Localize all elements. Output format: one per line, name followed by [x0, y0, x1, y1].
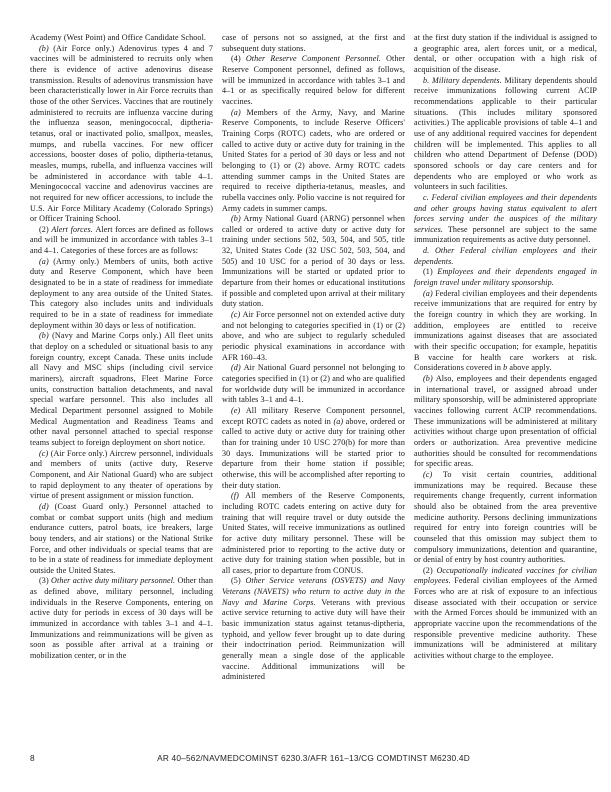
text-segment: (2) — [39, 224, 52, 234]
text-segment: (c) — [39, 448, 51, 458]
text-segment: Alert forces are defined as follows and will be immunized in accordance with tables 3–1 and 4–1. Categories of these forces are as follows: — [30, 224, 213, 256]
text-segment: (3) — [39, 576, 52, 586]
text-segment: Other Reserve Component personnel, defined as follows, will be immunized in accordance with tables 3–1 and 4–1 or as specifically required below for different vaccines. — [222, 54, 405, 106]
text-segment: Other Service veterans (OSVETS) and Navy Veterans (NAVETS) who return to active duty in the Navy and Marine Corps. — [222, 576, 405, 607]
text-segment: b. Military dependents. — [423, 75, 505, 85]
page-number: 8 — [30, 753, 35, 763]
text-segment: Also, employees and their dependents engaged in international travel, or assigned abroad under military sponsorship, will be administered appropriate vaccines following current ACIP recommendations. These immunizations will be administered at military activities without charge upon presentation of official orders or authorization. Area preventive medicine authorities should be consulted for recommendations for specific areas. — [414, 374, 597, 469]
text-segment: d. Other Federal civilian employees and their dependents. — [414, 246, 597, 266]
paragraph — [222, 310, 405, 363]
text-segment: Other active duty military personnel. — [51, 576, 178, 586]
paragraph — [414, 76, 597, 193]
column-3 — [414, 33, 597, 748]
paragraph — [222, 54, 405, 107]
text-segment: above apply. — [507, 363, 552, 373]
text-segment: (Navy and Marine Corps only.) All fleet units that deploy on a scheduled or situational basis to any foreign country, except Canada. These units include all Navy and MSC ships (including civil service mariners), aircraft squadrons, Fleet Marine Force units, construction battalion detachments, and naval special warfare personnel. This also includes all Medical Department personnel assigned to Mobile Medical Augmentation and Readiness Teams and other naval personnel attached to special response teams subject to foreign deployment on short notice. — [30, 331, 213, 447]
text-segment: (1) — [423, 267, 438, 277]
paragraph — [222, 406, 405, 491]
text-segment: (c) — [231, 310, 243, 320]
paragraph — [222, 108, 405, 215]
text-segment: Air Force personnel not on extended active duty and not belonging to categories specified in (1) or (2) above, and who are subject to regularly scheduled periodic physical examinations in accordance with AFR 160–43. — [222, 310, 405, 362]
text-segment: Air National Guard personnel not belonging to categories specified in (1) or (2) and who are qualified for worldwide duty will be immunized in accordance with tables 3–1 and 4–1. — [222, 363, 405, 405]
paragraph — [30, 449, 213, 502]
text-segment: (4) — [231, 54, 246, 64]
text-segment: (Air Force only.) Aircrew personnel, individuals and members of units (active duty, Reserve Component, and Air National Guard) who are subject to rapid deployment to any theater of operations by virtue of present assignment or mission function. — [30, 448, 213, 501]
text-segment: Academy (West Point) and Office Candidate School. — [30, 33, 207, 42]
text-segment: To visit certain countries, additional immunizations may be required. Because these requirements change frequently, current information should also be obtained from the area preventive medicine authority. Persons declining immunizations required for entry into foreign countries will be counseled that this omission may subject them to compulsory immunizations, detention and quarantine, or denial of entry by host country authorities. — [414, 469, 597, 565]
text-segment: All military Reserve Component personnel, except ROTC cadets as noted in — [222, 405, 405, 426]
text-segment: Federal civilian employees and their dependents receive immunizations that are required for entry by the foreign country in which they are working. In addition, employees are entitled to receive immunizations against diseases that are associated with their specific occupation; for example, hepatitis B vaccine for health care workers at risk. Considerations covered in — [414, 288, 597, 373]
text-segment: (b) — [231, 214, 244, 224]
text-segment: (b) — [39, 43, 54, 53]
text-segment: All members of the Reserve Components, including ROTC cadets entering on active duty for training that will require travel or duty outside the United States, will receive immunizations as outlined for active duty military personnel. These will be administered prior to reporting to the active duty or active duty for training station when possible, but in all cases, prior to departure from CONUS. — [222, 491, 405, 575]
text-segment: (a) — [423, 288, 436, 298]
text-segment: These personnel are subject to the same immunization requirements as active duty personnel. — [414, 224, 597, 245]
text-segment: at the first duty station if the individual is assigned to a geographic area, alert forces unit, or a medical, dental, or other occupation with a high risk of acquisition of the disease. — [414, 33, 597, 74]
text-segment: Veterans with previous active service returning to active duty will have their basic immunization status against tetanus-diptheria, typhoid, and yellow fever brought up to date during their indoctrination period. Reimmunization will generally mean a single dose of the applicable vaccine. Additional immunizations will be administered — [222, 597, 405, 682]
paragraph — [414, 374, 597, 470]
text-segment: (2) — [423, 565, 437, 575]
text-segment: (Army only.) Members of units, both active duty and Reserve Component, which have been designated to be in a state of readiness for immediate deployment to any area outside of the United States. This category also includes units and individuals required to be in a state of readiness for immediate deployment within 30 days or less of notification. — [30, 256, 213, 330]
text-segment: (d) — [231, 363, 244, 373]
text-segment: Alert forces. — [51, 224, 96, 234]
paragraph — [222, 363, 405, 406]
text-segment: (a) — [39, 256, 54, 266]
text-segment: b — [503, 363, 508, 373]
text-segment: (a) — [231, 107, 247, 117]
paragraph — [414, 33, 597, 76]
paragraph — [222, 491, 405, 576]
paragraph — [414, 267, 597, 288]
column-1 — [30, 33, 213, 748]
paragraph — [222, 214, 405, 310]
text-segment: (d) — [39, 501, 55, 511]
page-footer — [30, 752, 597, 766]
paragraph — [30, 502, 213, 577]
paragraph — [414, 193, 597, 246]
text-segment: Other than as defined above, military personnel, including individuals in the Reserve Components, entering on active duty for periods in excess of 30 days will be immunized in accordance with tables 3–1 and 4–1. Immunizations and reimmunizations will be given as soon as possible after arrival at a training or mobilization center, or in the — [30, 576, 213, 661]
paragraph — [30, 225, 213, 257]
text-segment: Occupationally indicated vaccines for civilian employees. — [414, 565, 597, 586]
text-segment: (b) — [39, 331, 53, 341]
text-segment: Army National Guard (ARNG) personnel when called or ordered to active duty or active duty for training under sections 502, 503, 504, and 505, title 32, United States Code (32 USC 502, 503, 504, and 505) and 10 USC for a period of 30 days or less. Immunizations will be started or updated prior to departure from their homes or educational institutions if possible and completed upon arrival at their military duty station. — [222, 214, 405, 309]
column-2 — [222, 33, 405, 748]
paragraph — [30, 33, 213, 44]
text-segment: Other Reserve Component Personnel. — [245, 54, 387, 64]
paragraph — [414, 566, 597, 662]
text-segment: (b) — [423, 374, 436, 383]
paragraph — [222, 576, 405, 683]
paragraph — [30, 576, 213, 661]
text-segment: c. Federal civilian employees and their dependents and other groups having status equivalent to alert forces serving under the auspices of the military services. — [414, 192, 597, 234]
paragraph — [414, 470, 597, 566]
text-segment: (c) — [423, 469, 443, 479]
document-id: AR 40–562/NAVMEDCOMINST 6230.3/AFR 161–13/CG COMDTINST M6230.4D — [157, 753, 470, 763]
text-segment: Federal civilian employees of the Armed Forces who are at risk of exposure to an infectious disease associated with their occupation or service with the Armed Forces should be immunized with an appropriate vaccine upon the recommendations of the responsible preventive medicine authority. These immunizations will be administered at military activities without charge to the employee. — [414, 576, 597, 661]
text-segment: case of persons not so assigned, at the first and subsequent duty stations. — [222, 33, 405, 53]
text-segment: Members of the Army, Navy, and Marine Reserve Components, to include Reserve Officers' Training Corps (ROTC) cadets, who are ordered or called to active duty or active duty for training in the United States for a period of 30 days or less and not belonging to (1) or (2) above. Army ROTC cadets attending summer camps in the United States are required to receive diptheria-tetanus, measles, and rubella vaccines only. Polio vaccine is not required for Army cadets in summer camps. — [222, 107, 405, 213]
text-segment: (a) — [333, 416, 344, 426]
paragraph — [414, 289, 597, 374]
paragraph — [222, 33, 405, 54]
text-segment: (Coast Guard only.) Personnel attached to combat or combat support units (high and medium endurance cutters, patrol boats, ice breakers, large bouy tenders, and air stations) or the National Strike Force, and other individuals or special teams that are to be in a state of readiness for immediate deployment outside the United States. — [30, 501, 213, 575]
text-segment: Employees and their dependents engaged in foreign travel under military sponsorship. — [414, 267, 597, 288]
text-segment: (f) — [231, 491, 246, 501]
text-segment: above, ordered or called to active duty or active duty for training other than for training under 10 USC 270(b) for more than 30 days. Immunizations will be started prior to departure from their home station if possible; otherwise, this will be accomplished after reporting to their duty station. — [222, 416, 405, 490]
text-columns — [30, 33, 597, 748]
paragraph — [414, 246, 597, 267]
paragraph — [30, 44, 213, 225]
text-segment: Military dependents should receive immunizations following current ACIP recommendations applicable to their particular situations. (This includes military sponsored activities.) The applicable provisions of table 4–1 and use of any additional required vaccines for dependent children will be implemented. This applies to all children who attend Department of Defense (DOD) sponsored schools or day care centers and for dependents who are employed or who work as volunteers in such facilities. — [414, 75, 597, 192]
text-segment: (e) — [231, 405, 246, 415]
paragraph — [30, 257, 213, 332]
paragraph — [30, 331, 213, 448]
text-segment: (Air Force only.) Adenovirus types 4 and 7 vaccines will be administered to recruits only when there is evidence of active adenovirus disease transmission. Results of adenovirus transmission have been characteristically lower in Air Force recruits than those of the other Services. Vaccines that are routinely administered to recruits are influenza vaccine during the influenza season, meningococcal, diptheria-tetanus, oral or inactivated polio, smallpox, measles, mumps, and rubella vaccines. For new officer accessions, booster doses of polio, diptheria-tetanus, measles, mumps, rubella, and influenza vaccines will be administered in accordance with table 4–1. Meningococcal vaccine and adenovirus vaccines are not required for new officer accessions, to include the U.S. Air Force Military Academy (Colorado Springs) or Officer Training School. — [30, 43, 213, 224]
text-segment: (5) — [231, 576, 246, 586]
